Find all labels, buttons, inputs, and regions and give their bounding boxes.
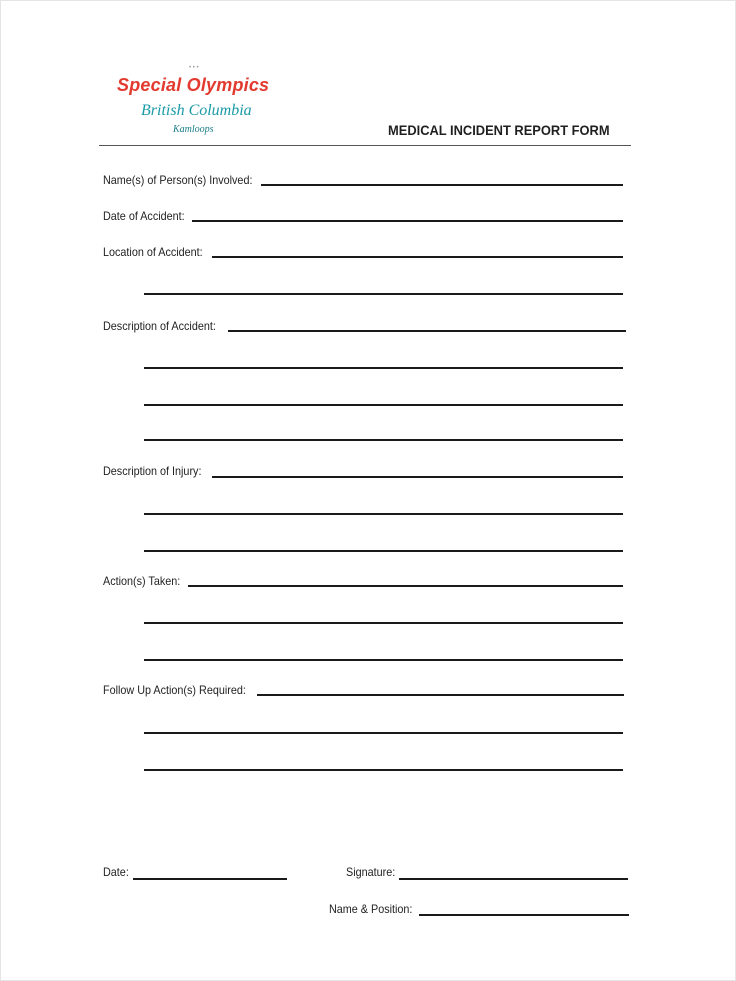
description-of-injury-line-2[interactable] (144, 513, 623, 515)
actions-taken-line[interactable] (188, 585, 623, 587)
description-of-injury-line-3[interactable] (144, 550, 623, 552)
header-rule (99, 145, 631, 146)
name-position-label: Name & Position: (329, 902, 413, 916)
location-of-accident-line-2[interactable] (144, 293, 623, 295)
actions-taken-line-2[interactable] (144, 622, 623, 624)
form-title: MEDICAL INCIDENT REPORT FORM (388, 122, 610, 138)
date-of-accident-line[interactable] (192, 220, 623, 222)
name-position-line[interactable] (419, 914, 629, 916)
description-of-accident-label: Description of Accident: (103, 319, 216, 333)
signature-line[interactable] (399, 878, 628, 880)
date-label: Date: (103, 865, 129, 879)
location-of-accident-line[interactable] (212, 256, 623, 258)
logo-main-text: Special Olympics (117, 75, 270, 95)
description-of-accident-line-3[interactable] (144, 404, 623, 406)
date-of-accident-label: Date of Accident: (103, 209, 185, 223)
description-of-injury-label: Description of Injury: (103, 464, 202, 478)
follow-up-actions-line-3[interactable] (144, 769, 623, 771)
date-line[interactable] (133, 878, 287, 880)
logo-mark: • • • (189, 65, 199, 71)
logo-region-text: British Columbia (141, 102, 252, 119)
description-of-accident-line-4[interactable] (144, 439, 623, 441)
logo-city-text: Kamloops (173, 124, 214, 135)
signature-label: Signature: (346, 865, 396, 879)
actions-taken-label: Action(s) Taken: (103, 574, 181, 588)
actions-taken-line-3[interactable] (144, 659, 623, 661)
follow-up-actions-line-2[interactable] (144, 732, 623, 734)
location-of-accident-label: Location of Accident: (103, 245, 203, 259)
follow-up-actions-line[interactable] (257, 694, 624, 696)
description-of-injury-line[interactable] (212, 476, 623, 478)
description-of-accident-line[interactable] (228, 330, 626, 332)
follow-up-actions-label: Follow Up Action(s) Required: (103, 683, 246, 697)
persons-involved-label: Name(s) of Person(s) Involved: (103, 173, 253, 187)
description-of-accident-line-2[interactable] (144, 367, 623, 369)
persons-involved-line[interactable] (261, 184, 623, 186)
